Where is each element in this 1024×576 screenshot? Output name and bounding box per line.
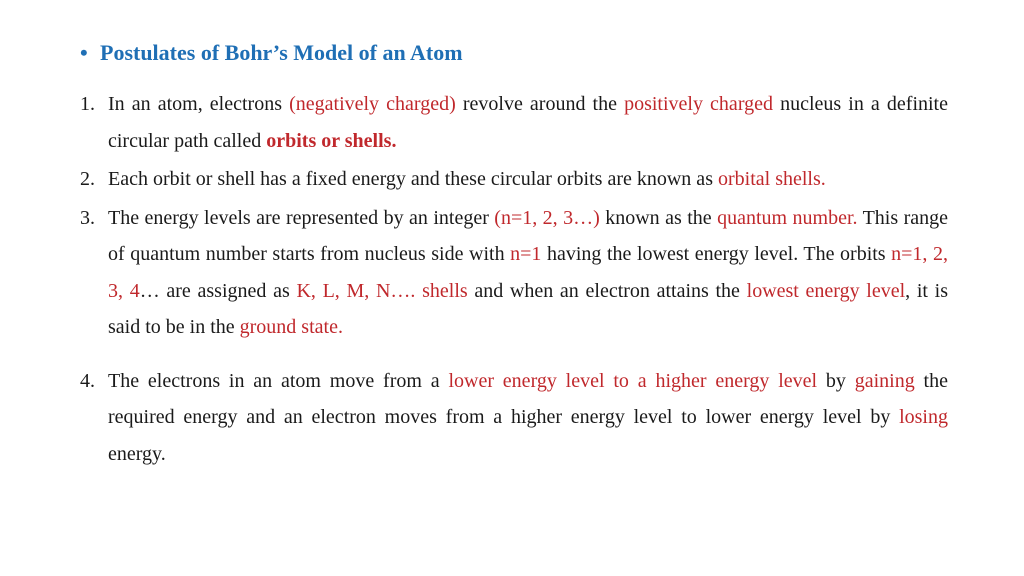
text-segment: , it is said to be in the [108,279,949,338]
highlight-segment: n=1, 2, 3, 4 [108,243,948,302]
text-segment: Each orbit or shell has a fixed energy and these circular orbits are known as [108,168,718,190]
text-segment: revolve around the [455,93,625,115]
item-text [108,200,948,346]
postulates-list [80,86,948,472]
item-number: 3. [80,206,95,229]
item-text [108,363,948,473]
heading-bullet: • [80,40,88,65]
highlight-segment: quantum number. [717,206,858,229]
slide-heading [80,40,463,66]
text-segment: nucleus in a definite circular path called [108,93,948,152]
highlight-segment: lowest energy level [746,279,906,302]
list-item-1 [80,86,948,159]
text-segment: energy. [108,442,166,465]
highlight-segment: (n=1, 2, 3…) [494,206,600,229]
text-segment: having the lowest energy level. The orbits [541,243,892,265]
text-segment: The energy levels are represented by an integer [108,206,495,229]
highlight-segment: losing [899,406,948,428]
list-item-2 [80,161,948,198]
item-number: 4. [80,369,95,392]
text-segment: by [817,369,855,392]
item-number: 2. [80,168,95,190]
text-segment: The electrons in an atom move from a [108,369,449,392]
list-item-3 [80,200,948,346]
highlight-segment: orbital shells. [717,168,826,190]
text-segment: the required energy and an electron moves from a higher energy level to lower energy level by [108,369,948,428]
highlight-segment: gaining [854,369,915,392]
heading-title: Postulates of Bohr’s Model of an Atom [100,40,463,65]
bold-highlight-segment: orbits or shells. [266,129,397,152]
highlight-segment: K, L, M, N…. shells [296,279,468,302]
text-segment: In an atom, electrons [108,93,290,115]
item-number: 1. [80,93,95,115]
highlight-segment: lower energy level to a higher energy level [448,369,818,392]
list-item-4 [80,363,948,473]
text-segment: … are assigned as [139,279,297,302]
text-segment: known as the [599,206,718,229]
highlight-segment: positively charged [624,93,773,115]
highlight-segment: n=1 [510,243,542,265]
item-text [108,161,948,198]
text-segment: This range of quantum number starts from nucleus side with [108,206,948,265]
item-text [108,86,948,159]
highlight-segment: ground state. [239,316,343,338]
highlight-segment: (negatively charged) [289,93,456,115]
text-segment: and when an electron attains the [467,279,747,302]
